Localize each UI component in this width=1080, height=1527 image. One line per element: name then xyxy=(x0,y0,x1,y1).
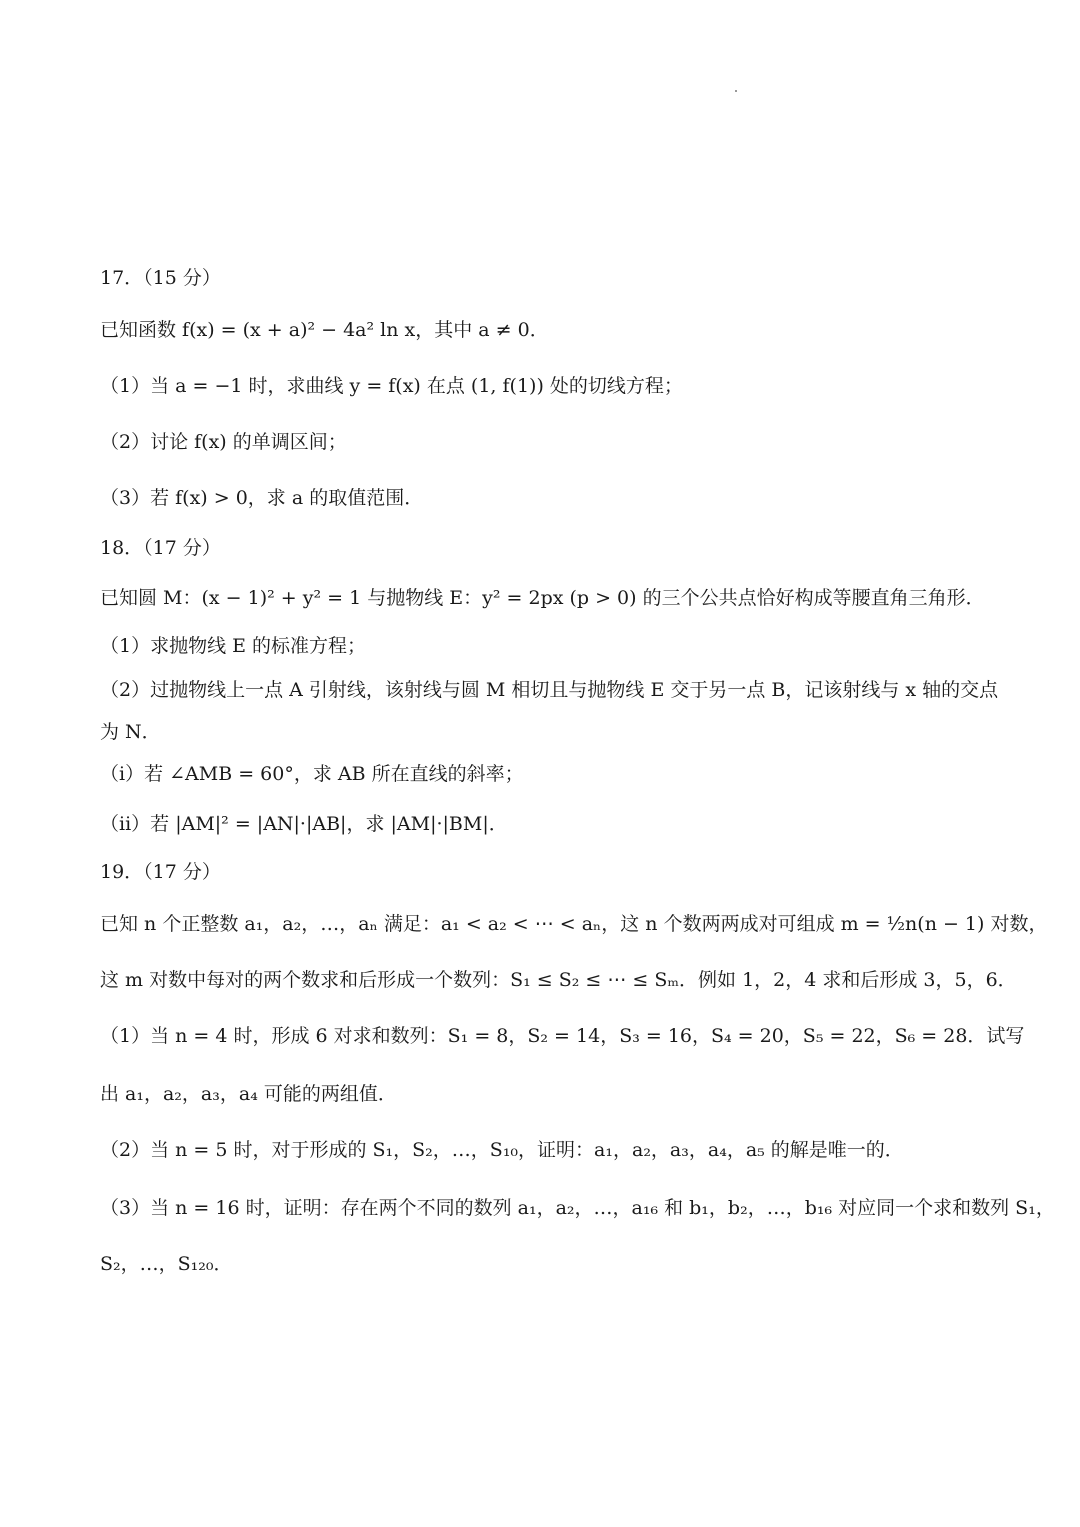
problem-17-part-1: （1）当 a = −1 时，求曲线 y = f(x) 在点 (1, f(1)) 处的切线方程； xyxy=(100,375,683,397)
problem-17-part-3: （3）若 f(x) > 0，求 a 的取值范围． xyxy=(100,487,424,509)
problem-17-header: 17．（15 分） xyxy=(100,267,221,289)
problem-19-stem-line-2: 这 m 对数中每对的两个数求和后形成一个数列：S₁ ≤ S₂ ≤ ⋯ ≤ Sₘ．例如 1，2，4 求和后形成 3，5，6． xyxy=(100,969,1017,991)
problem-18-part-2-ii: （ii）若 |AM|² = |AN|·|AB|，求 |AM|·|BM|． xyxy=(100,813,508,835)
problem-17-part-2: （2）讨论 f(x) 的单调区间； xyxy=(100,431,347,453)
problem-19-part-1-line-2: 出 a₁，a₂，a₃，a₄ 可能的两组值． xyxy=(100,1083,397,1105)
scan-dot xyxy=(735,90,737,92)
problem-19-part-3-line-1: （3）当 n = 16 时，证明：存在两个不同的数列 a₁，a₂，…，a₁₆ 和 b₁，b₂，…，b₁₆ 对应同一个求和数列 S₁， xyxy=(100,1197,1055,1219)
problem-18-header: 18．（17 分） xyxy=(100,537,221,559)
problem-18-part-2-line-1: （2）过抛物线上一点 A 引射线，该射线与圆 M 相切且与抛物线 E 交于另一点 B，记该射线与 x 轴的交点 xyxy=(100,679,999,701)
problem-19-header: 19．（17 分） xyxy=(100,861,221,883)
problem-17-stem: 已知函数 f(x) = (x + a)² − 4a² ln x，其中 a ≠ 0． xyxy=(100,319,549,341)
problem-18-part-2-i: （i）若 ∠AMB = 60°，求 AB 所在直线的斜率； xyxy=(100,763,524,785)
problem-18-part-2-line-2: 为 N． xyxy=(100,721,161,743)
problem-18-part-1: （1）求抛物线 E 的标准方程； xyxy=(100,635,367,657)
problem-19-part-1-line-1: （1）当 n = 4 时，形成 6 对求和数列：S₁ = 8，S₂ = 14，S₃ = 16，S₄ = 20，S₅ = 22，S₆ = 28．试写 xyxy=(100,1025,1025,1047)
problem-19-stem-line-1: 已知 n 个正整数 a₁，a₂，…，aₙ 满足：a₁ < a₂ < ⋯ < aₙ，这 n 个数两两成对可组成 m = ½n(n − 1) 对数， xyxy=(100,913,1048,935)
problem-19-part-2: （2）当 n = 5 时，对于形成的 S₁，S₂，…，S₁₀，证明：a₁，a₂，a₃，a₄，a₅ 的解是唯一的． xyxy=(100,1139,904,1161)
problem-18-stem: 已知圆 M：(x − 1)² + y² = 1 与抛物线 E：y² = 2px (p > 0) 的三个公共点恰好构成等腰直角三角形． xyxy=(100,587,985,609)
problem-19-part-3-line-2: S₂，…，S₁₂₀． xyxy=(100,1253,233,1275)
